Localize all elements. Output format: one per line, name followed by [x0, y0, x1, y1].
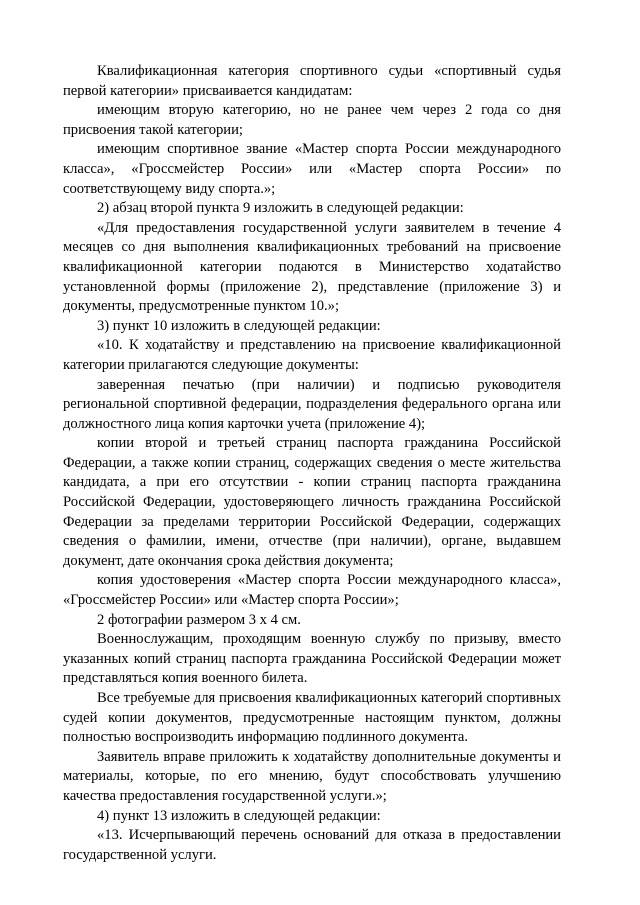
- paragraph-military: Военнослужащим, проходящим военную службу по призыву, вместо указанных копий страниц паспорта гражданина Российской Федерации может представляться копия военного билета.: [63, 631, 561, 687]
- paragraph-additional-docs: Заявитель вправе приложить к ходатайству дополнительные документы и материалы, которые, по его мнению, будут способствовать улучшению качества предоставления государственной услуги.»;: [63, 748, 561, 804]
- paragraph-point-9-text: «Для предоставления государственной услуги заявителем в течение 4 месяцев со дня выполнения квалификационных требований на присвоение квалификационной категории подаются в Министерство ходатайство установленной формы (приложение 2), представление (приложение 3) и документы, предусмотренные пунктом 10.»;: [63, 219, 561, 315]
- paragraph-amendment-2: 2) абзац второй пункта 9 изложить в следующей редакции:: [97, 200, 464, 217]
- paragraph-second-category: имеющим вторую категорию, но не ранее чем через 2 года со дня присвоения такой категории;: [63, 102, 561, 138]
- paragraph-point-13-text: «13. Исчерпывающий перечень оснований для отказа в предоставлении государственной услуги.: [63, 827, 561, 863]
- paragraph-category-intro: Квалификационная категория спортивного судьи «спортивный судья первой категории» присваивается кандидатам:: [63, 63, 561, 99]
- paragraph-photos: 2 фотографии размером 3 х 4 см.: [97, 611, 301, 628]
- paragraph-amendment-4: 4) пункт 13 изложить в следующей редакции:: [97, 807, 381, 824]
- document-page: [63, 62, 561, 865]
- paragraph-certificate-copy: копия удостоверения «Мастер спорта России международного класса», «Гроссмейстер России» или «Мастер спорта России»;: [63, 572, 561, 609]
- paragraph-passport-copies: копии второй и третьей страниц паспорта гражданина Российской Федерации, а также копии страниц, содержащих сведения о месте жительства кандидата, а при его отсутствии - копии страниц паспорта гражданина Российской Федерации, удостоверяющего личность гражданина Российской Федерации за пределами территории Российской Федерации, содержащих сведения о фамилии, имени, отчестве (при наличии), органе, выдавшем документ, дате окончания срока действия документа;: [63, 435, 561, 569]
- paragraph-sport-title: имеющим спортивное звание «Мастер спорта России международного класса», «Гроссмейстер России» или «Мастер спорта России» по соответствующему виду спорта.»;: [63, 141, 561, 197]
- paragraph-copies-requirement: Все требуемые для присвоения квалификационных категорий спортивных судей копии документов, предусмотренные настоящим пунктом, должны полностью воспроизводить информацию подлинного документа.: [63, 690, 561, 746]
- paragraph-registration-card: заверенная печатью (при наличии) и подписью руководителя региональной спортивной федерации, подразделения федерального органа или должностного лица копия карточки учета (приложение 4);: [63, 376, 561, 432]
- paragraph-point-10-intro: «10. К ходатайству и представлению на присвоение квалификационной категории прилагаются следующие документы:: [63, 337, 561, 373]
- paragraph-amendment-3: 3) пункт 10 изложить в следующей редакции:: [97, 317, 381, 334]
